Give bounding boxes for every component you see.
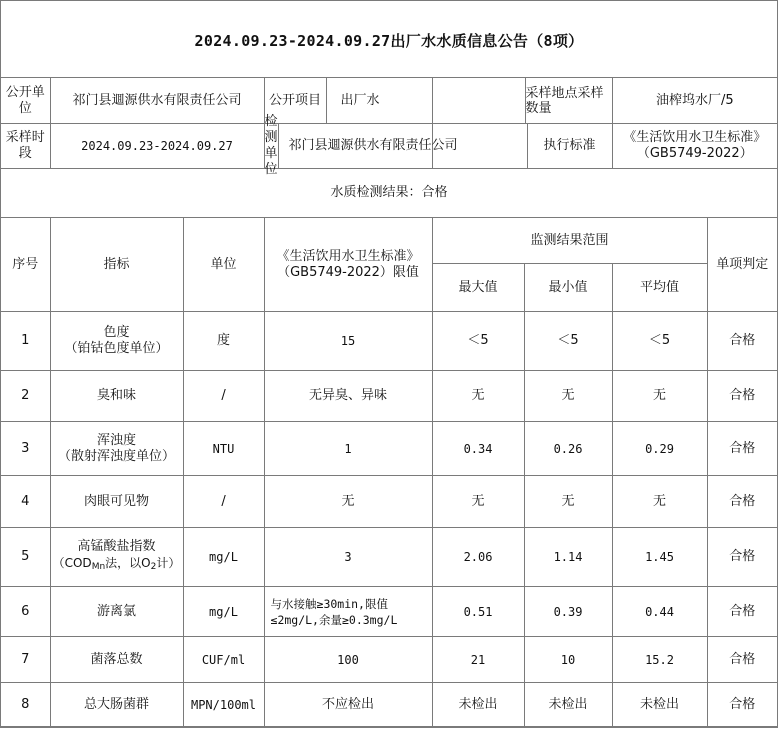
row-unit: mg/L bbox=[183, 587, 264, 637]
header-verdict: 单项判定 bbox=[707, 218, 777, 312]
row-no: 4 bbox=[1, 476, 50, 528]
row-max: 0.51 bbox=[432, 587, 524, 637]
std-cell bbox=[432, 124, 612, 169]
header-min: 最小值 bbox=[524, 264, 612, 312]
header-range: 监测结果范围 bbox=[432, 218, 707, 264]
row-min: 1.14 bbox=[524, 528, 612, 587]
row-indicator bbox=[50, 637, 183, 683]
row-limit: 不应检出 bbox=[264, 683, 432, 727]
publisher-value: 祁门县逥源供水有限责任公司 bbox=[50, 78, 264, 124]
table-row bbox=[1, 476, 777, 528]
row-avg: 0.29 bbox=[612, 422, 707, 476]
row-verdict: 合格 bbox=[707, 476, 777, 528]
row-min: 0.26 bbox=[524, 422, 612, 476]
row-verdict: 合格 bbox=[707, 637, 777, 683]
header-limit: 《生活饮用水卫生标准》（GB5749-2022）限值 bbox=[264, 218, 432, 312]
row-verdict: 合格 bbox=[707, 312, 777, 371]
row-indicator bbox=[50, 422, 183, 476]
label-publisher: 公开单位 bbox=[1, 78, 50, 124]
header-avg: 平均值 bbox=[612, 264, 707, 312]
lab-value: 祁门县逥源供水有限责任公司 bbox=[288, 138, 458, 153]
row-indicator bbox=[50, 528, 183, 587]
row-unit: / bbox=[183, 371, 264, 422]
row-indicator bbox=[50, 683, 183, 727]
row-max: 无 bbox=[432, 371, 524, 422]
row-unit: / bbox=[183, 476, 264, 528]
item-value-text: 出厂水 bbox=[340, 92, 380, 108]
standard-value: 《生活饮用水卫生标准》（GB5749-2022） bbox=[612, 124, 777, 169]
table-row bbox=[1, 371, 777, 422]
table-row bbox=[1, 587, 777, 637]
item-value bbox=[340, 78, 612, 124]
row-verdict: 合格 bbox=[707, 683, 777, 727]
indicator-name: 总大肠菌群 bbox=[83, 696, 149, 712]
indicator-name: 菌落总数 bbox=[90, 651, 143, 667]
unit-cell bbox=[264, 114, 458, 177]
row-no: 7 bbox=[1, 637, 50, 683]
row-no: 6 bbox=[1, 587, 50, 637]
table-row bbox=[1, 312, 777, 371]
row-min: 无 bbox=[524, 476, 612, 528]
indicator-note: （铂钴色度单位） bbox=[64, 341, 169, 356]
header-row-1 bbox=[1, 218, 777, 264]
row-indicator bbox=[50, 587, 183, 637]
row-verdict: 合格 bbox=[707, 528, 777, 587]
header-no: 序号 bbox=[1, 218, 50, 312]
row-unit: MPN/100ml bbox=[183, 683, 264, 727]
row-indicator bbox=[50, 476, 183, 528]
indicator-note: （$COD_{Mn}$法，以$O_2$计） bbox=[52, 556, 181, 572]
row-avg: ＜5 bbox=[612, 312, 707, 371]
row-verdict: 合格 bbox=[707, 422, 777, 476]
row-min: 无 bbox=[524, 371, 612, 422]
row-indicator bbox=[50, 371, 183, 422]
row-max: 未检出 bbox=[432, 683, 524, 727]
row-verdict: 合格 bbox=[707, 587, 777, 637]
row-no: 1 bbox=[1, 312, 50, 371]
row-unit: 度 bbox=[183, 312, 264, 371]
info-row-1 bbox=[1, 78, 777, 124]
row-limit: 与水接触≥30min,限值≤2mg/L,余量≥0.3mg/L bbox=[264, 587, 432, 637]
row-max: 2.06 bbox=[432, 528, 524, 587]
row-limit: 无 bbox=[264, 476, 432, 528]
header-unit: 单位 bbox=[183, 218, 264, 312]
row-no: 3 bbox=[1, 422, 50, 476]
table-row bbox=[1, 528, 777, 587]
row-max: 21 bbox=[432, 637, 524, 683]
indicator-name: 肉眼可见物 bbox=[83, 493, 149, 509]
label-period: 采样时段 bbox=[1, 124, 50, 169]
row-avg: 1.45 bbox=[612, 528, 707, 587]
table-row bbox=[1, 637, 777, 683]
row-no: 5 bbox=[1, 528, 50, 587]
row-unit: NTU bbox=[183, 422, 264, 476]
site-value: 油榨坞水厂/5 bbox=[612, 78, 777, 124]
row-avg: 未检出 bbox=[612, 683, 707, 727]
row-min: 0.39 bbox=[524, 587, 612, 637]
table-row bbox=[1, 422, 777, 476]
header-max: 最大值 bbox=[432, 264, 524, 312]
row-limit: 无异臭、异味 bbox=[264, 371, 432, 422]
indicator-name: 色度 bbox=[103, 325, 130, 340]
row-avg: 无 bbox=[612, 371, 707, 422]
row-limit: 3 bbox=[264, 528, 432, 587]
row-limit: 15 bbox=[264, 312, 432, 371]
page-title: 2024.09.23-2024.09.27出厂水水质信息公告（8项） bbox=[1, 1, 777, 78]
label-item: 公开项目 bbox=[265, 78, 327, 123]
summary-row bbox=[1, 169, 777, 218]
result-summary: 水质检测结果：合格 bbox=[1, 169, 777, 218]
row-min: ＜5 bbox=[524, 312, 612, 371]
row-max: 0.34 bbox=[432, 422, 524, 476]
indicator-name: 游离氯 bbox=[96, 603, 136, 619]
indicator-name: 臭和味 bbox=[96, 388, 136, 403]
label-standard: 执行标准 bbox=[527, 124, 612, 168]
row-no: 8 bbox=[1, 683, 50, 727]
indicator-name: 浑浊度 bbox=[96, 432, 136, 448]
label-lab: 检测单位 bbox=[264, 114, 278, 177]
row-min: 未检出 bbox=[524, 683, 612, 727]
info-row-2 bbox=[1, 124, 777, 169]
row-verdict: 合格 bbox=[707, 371, 777, 422]
row-avg: 15.2 bbox=[612, 637, 707, 683]
table-row bbox=[1, 683, 777, 727]
row-avg: 无 bbox=[612, 476, 707, 528]
row-max: 无 bbox=[432, 476, 524, 528]
row-limit: 1 bbox=[264, 422, 432, 476]
label-site: 采样地点采样数量 bbox=[525, 78, 610, 123]
indicator-note: （散射浑浊度单位） bbox=[57, 448, 175, 464]
row-min: 10 bbox=[524, 637, 612, 683]
row-max: ＜5 bbox=[432, 312, 524, 371]
indicator-name: 高锰酸盐指数 bbox=[77, 539, 156, 554]
row-no: 2 bbox=[1, 371, 50, 422]
row-unit: mg/L bbox=[183, 528, 264, 587]
header-indicator: 指标 bbox=[50, 218, 183, 312]
period-value: 2024.09.23-2024.09.27 bbox=[50, 124, 264, 169]
row-unit: CUF/ml bbox=[183, 637, 264, 683]
water-quality-table bbox=[1, 78, 777, 727]
row-indicator bbox=[50, 312, 183, 371]
row-avg: 0.44 bbox=[612, 587, 707, 637]
row-limit: 100 bbox=[264, 637, 432, 683]
